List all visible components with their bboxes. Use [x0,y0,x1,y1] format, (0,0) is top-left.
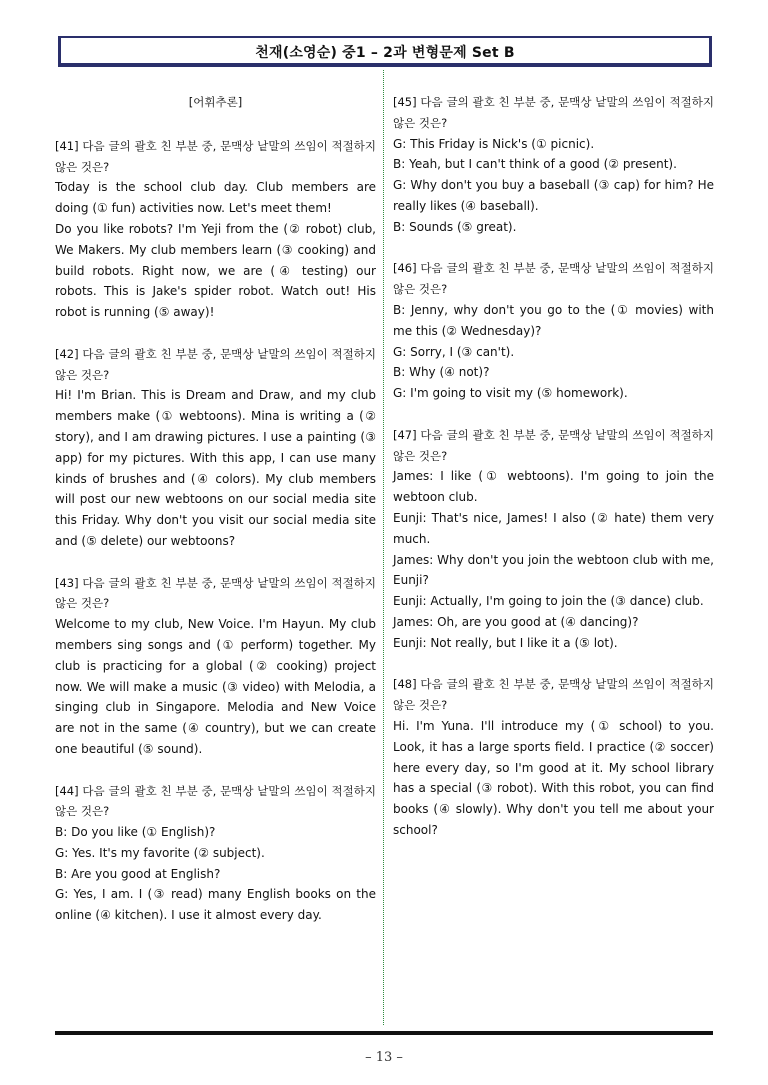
question-text: B: Yeah, but I can't think of a good (② present). [393,157,677,172]
question-block [55,136,376,323]
question-text: Welcome to my club, New Voice. I'm Hayun. My club members sing songs and (① perform) together. My club is practicing for a global (② cooking) project now. We will make a music (③ video) with Melodia, a singing club in Singapore. Melodia and New Voice are not in the same (④ country), but we can create one beautiful (⑤ sound). [55,617,376,756]
page-number: – 13 – [365,1050,403,1065]
question-block [393,674,714,840]
left-question-list [55,136,376,926]
question-title: [46] 다음 글의 괄호 친 부분 중, 문맥상 낱말의 쓰임이 적절하지 않은 것은? [393,261,714,297]
question-title: [41] 다음 글의 괄호 친 부분 중, 문맥상 낱말의 쓰임이 적절하지 않은 것은? [55,138,376,174]
question-text: Hi. I'm Yuna. I'll introduce my (① school) to you. Look, it has a large sports field. I practice (② soccer) here every day, so I'm good at it. My school library has a special (③ robot). With this robot, you can find books (④ slowly). Why don't you tell me about your school? [393,718,714,837]
question-block [393,258,714,404]
right-column [393,92,714,861]
question-block [55,781,376,927]
question-block [393,425,714,654]
question-text: Today is the school club day. Club members are doing (① fun) activities now. Let's meet them! [55,180,376,216]
question-text: Eunji: Actually, I'm going to join the (③ dance) club. [393,594,704,609]
question-title: [47] 다음 글의 괄호 친 부분 중, 문맥상 낱말의 쓰임이 적절하지 않은 것은? [393,427,714,463]
question-text: G: Yes, I am. I (③ read) many English books on the online (④ kitchen). I use it almost every day. [55,887,376,923]
left-column [55,92,376,947]
page-title: 천재(소영순) 중1 – 2과 변형문제 Set B [255,45,515,61]
question-text: B: Jenny, why don't you go to the (① movies) with me this (② Wednesday)? [393,302,714,338]
question-title: [43] 다음 글의 괄호 친 부분 중, 문맥상 낱말의 쓰임이 적절하지 않은 것은? [55,575,376,611]
question-text: B: Sounds (⑤ great). [393,219,517,234]
question-text: James: Oh, are you good at (④ dancing)? [393,614,639,629]
question-title: [42] 다음 글의 괄호 친 부분 중, 문맥상 낱말의 쓰임이 적절하지 않은 것은? [55,346,376,382]
section-label: [어휘추론] [188,95,243,109]
question-title: [45] 다음 글의 괄호 친 부분 중, 문맥상 낱말의 쓰임이 적절하지 않은 것은? [393,95,714,130]
column-divider [383,70,384,1025]
question-text: G: This Friday is Nick's (① picnic). [393,136,595,151]
question-block [55,344,376,552]
question-title: [44] 다음 글의 괄호 친 부분 중, 문맥상 낱말의 쓰임이 적절하지 않은 것은? [55,783,376,819]
question-text: James: I like (① webtoons). I'm going to join the webtoon club. [393,469,714,505]
question-text: James: Why don't you join the webtoon club with me, Eunji? [393,552,714,588]
question-title: [48] 다음 글의 괄호 친 부분 중, 문맥상 낱말의 쓰임이 적절하지 않은 것은? [393,677,714,713]
question-text: Hi! I'm Brian. This is Dream and Draw, and my club members make (① webtoons). Mina is writing a (② story), and I am drawing pictures. I use a painting (③ app) for my pictures. With this app, I can use many kinds of brushes and (④ colors). My club members will post our new webtoons on our social media site this Friday. Why don't you visit our social media site and (⑤ delete) our webtoons? [55,388,376,548]
question-text: G: Sorry, I (③ can't). [393,344,515,359]
question-text: B: Are you good at English? [55,866,221,881]
question-text: Eunji: That's nice, James! I also (② hate) them very much. [393,510,714,546]
header-underline [58,63,712,67]
question-text: B: Do you like (① English)? [55,825,216,840]
question-text: G: I'm going to visit my (⑤ homework). [393,386,628,401]
question-text: Eunji: Not really, but I like it a (⑤ lot). [393,635,618,650]
bottom-rule [55,1031,713,1035]
question-text: B: Why (④ not)? [393,365,490,380]
right-question-list [393,92,714,841]
question-text: Do you like robots? I'm Yeji from the (② robot) club, We Makers. My club members learn (③ cooking) and build robots. Right now, we are (④ testing) our robots. This is Jake's spider robot. Watch out! His robot is running (⑤ away)! [55,221,376,320]
question-block [393,92,714,238]
question-text: G: Yes. It's my favorite (② subject). [55,845,265,860]
header-box [58,36,712,65]
question-block [55,573,376,760]
question-text: G: Why don't you buy a baseball (③ cap) for him? He really likes (④ baseball). [393,178,714,213]
